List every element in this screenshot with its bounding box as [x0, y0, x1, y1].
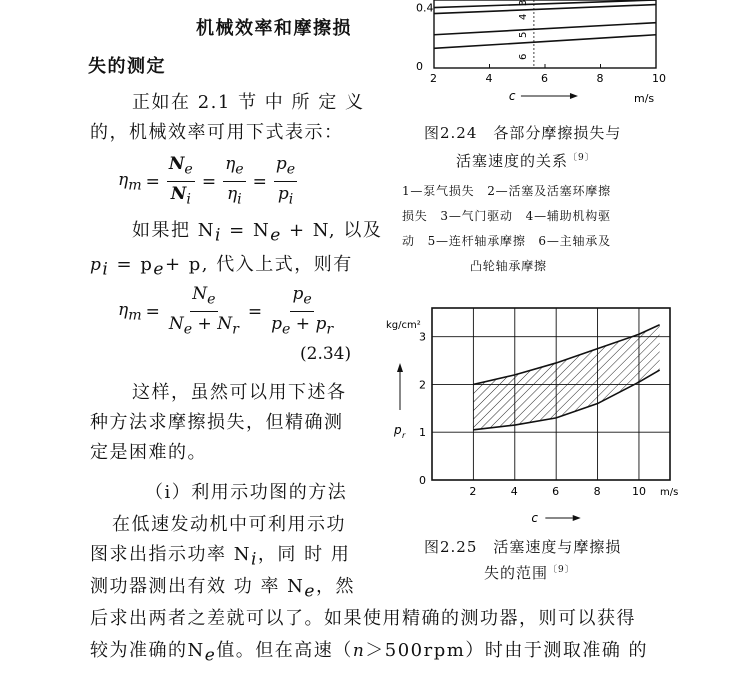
fig24-x-tick-label: 2	[430, 72, 437, 85]
bottom-line2: 较为准确的$N_e$值。但在高速（n＞500rpm）时由于测取准确 的	[90, 640, 649, 666]
section-title-line1: 机械效率和摩擦损	[196, 18, 352, 39]
figure-2-25-chart	[380, 300, 710, 535]
equation-number: (2.34)	[300, 344, 352, 364]
fig24-y-tick-label: 0	[416, 60, 423, 73]
fig25-x-unit: m/s	[660, 487, 679, 498]
para3-line2: 种方法求摩擦损失，但精确测	[90, 412, 344, 433]
method-heading: （ⅰ）利用示功图的方法	[145, 482, 348, 503]
figure-2-25-caption-line2: 失的范围$^{〔9〕}$	[484, 564, 575, 582]
fig24-x-tick-label: 8	[596, 72, 604, 85]
para2-line1: 如果把 $N_i = N_e + N$, 以及	[132, 220, 383, 246]
fig25-x-arrowhead	[573, 515, 581, 521]
para3-line1: 这样，虽然可以用下述各	[132, 382, 347, 403]
fig24-x-unit: m/s	[634, 92, 655, 105]
bottom-line1: 后求出两者之差就可以了。如果使用精确的测功器，则可以获得	[90, 608, 636, 629]
para3-line3: 定是困难的。	[90, 442, 207, 463]
fig25-y-symbol-sub: r	[402, 431, 406, 440]
para4-line1: 在低速发动机中可利用示功	[112, 514, 346, 535]
fig25-y-tick-label: 0	[419, 474, 426, 487]
fig25-x-tick-label: 2	[469, 485, 477, 498]
para2-line2: $p_i = p_e+ p$, 代入上式，则有	[90, 254, 353, 280]
fig25-x-tick-label: 10	[631, 485, 646, 498]
para1-line2: 的，机械效率可用下式表示：	[90, 122, 344, 143]
fig24-curve-label: 5	[517, 31, 529, 38]
fig24-x-tick-label: 6	[541, 72, 548, 85]
fig24-curve-label: 4	[517, 13, 529, 20]
fig24-curve-label: 6	[517, 53, 529, 60]
fig24-frame	[434, 0, 656, 68]
section-title-line2: 失的测定	[88, 56, 166, 77]
fig25-y-arrowhead	[397, 363, 403, 372]
figure-2-24-legend-line4: 凸轮轴承摩擦	[470, 259, 547, 273]
figure-2-24-legend-line1: 1—泵气损失 2—活塞及活塞环摩擦	[402, 184, 611, 198]
fig25-y-tick-label: 3	[419, 330, 426, 344]
figure-2-24-legend-line2: 损失 3—气门驱动 4—辅助机构驱	[402, 209, 611, 223]
fig25-x-tick-label: 6	[552, 485, 560, 498]
eq1-lhs: $\eta_m$	[118, 170, 142, 194]
figure-2-25-caption-line1: 图2.25 活塞速度与摩擦损	[424, 538, 622, 556]
para4-line3: 测功器测出有效 功 率 $N_e$，然	[90, 576, 355, 602]
figure-2-24-caption-line2: 活塞速度的关系$^{〔9〕}$	[456, 152, 595, 170]
eq2-fraction-1: $\frac{N_e}{N_e + N_r}$	[168, 284, 239, 338]
eq2-fraction-2: $\frac{p_e}{p_e + p_r}$	[271, 284, 334, 338]
fig24-x-symbol: c	[508, 89, 516, 103]
eq2-lhs: $\eta_m$	[118, 300, 142, 324]
fig25-y-symbol: p	[394, 423, 402, 437]
fig24-y-tick-label: 0.4	[416, 1, 434, 15]
fig25-y-tick-label: 2	[419, 378, 426, 392]
eq1-fraction-1: $\frac{N_e}{N_i}$	[168, 154, 193, 208]
fig25-x-tick-label: 8	[593, 485, 601, 498]
para4-line2: 图求出指示功率 $N_i$，同 时 用	[90, 544, 351, 570]
figure-2-24-caption-line1: 图2.24 各部分摩擦损失与	[424, 124, 622, 142]
fig25-y-unit: kg/cm²	[386, 320, 421, 331]
fig24-curve-0	[434, 35, 656, 49]
equation-1: $\eta_m$ = $\frac{N_e}{N_i}$ = $\frac{\eta_e}{\eta_i}$ = $\frac{p_e}{p_i}$	[118, 154, 296, 208]
fig24-x-arrowhead	[570, 93, 578, 99]
para1-line1: 正如在 2.1 节 中 所 定 义	[132, 92, 365, 113]
fig24-x-tick-label: 10	[652, 72, 666, 85]
fig24-curve-1	[434, 23, 656, 35]
fig25-y-tick-label: 1	[419, 426, 426, 440]
eq1-fraction-2: $\frac{\eta_e}{\eta_i}$	[225, 154, 244, 208]
equation-2: $\eta_m$ = $\frac{N_e}{N_e + N_r}$ = $\frac{p_e}{p_e + p_r}$	[118, 284, 334, 338]
fig24-curve-label: 3	[517, 0, 529, 6]
figure-2-24-chart	[400, 0, 700, 110]
fig25-x-tick-label: 4	[510, 485, 518, 498]
figure-2-24-legend-line3: 动 5—连杆轴承摩擦 6—主轴承及	[402, 234, 611, 248]
fig24-x-tick-label: 4	[485, 72, 493, 85]
eq1-fraction-3: $\frac{p_e}{p_i}$	[275, 154, 296, 208]
fig25-x-symbol: c	[531, 511, 538, 525]
